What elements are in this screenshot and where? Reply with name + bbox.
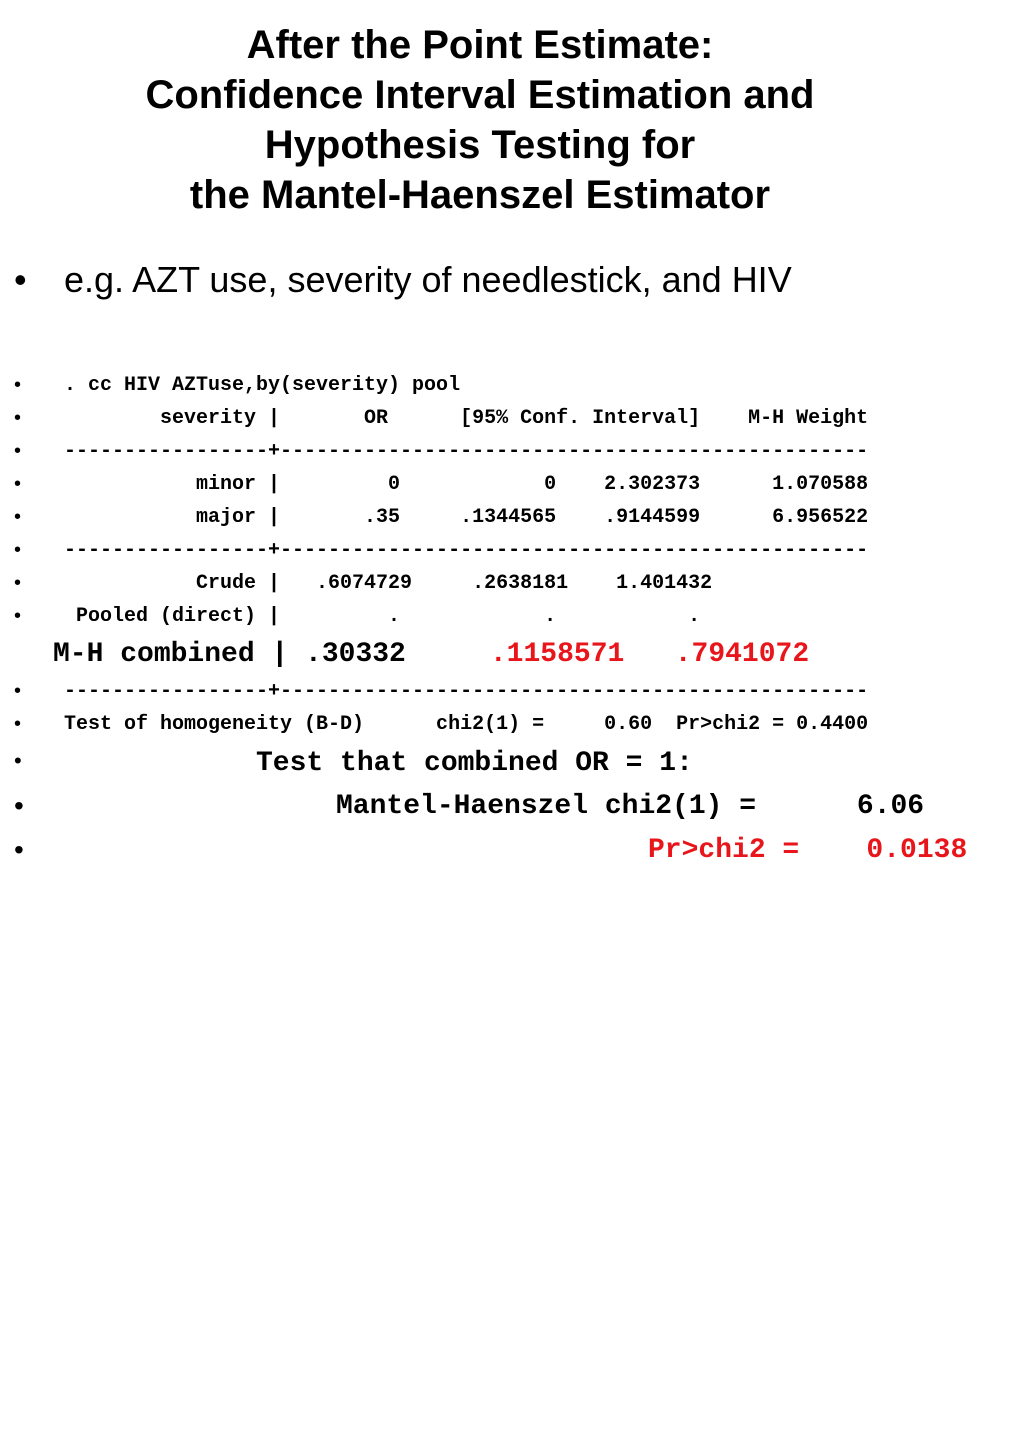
- stata-command: . cc HIV AZTuse,by(severity) pool: [64, 374, 461, 397]
- table-header: severity | OR [95% Conf. Interval] M-H Weight: [64, 407, 869, 430]
- title-line-1: After the Point Estimate:: [246, 23, 714, 67]
- p-value: Pr>chi2 = 0.0138: [648, 835, 968, 866]
- mh-ci-upper: .7941072: [674, 639, 810, 670]
- bullet-dot: •: [14, 834, 24, 865]
- bullet-dot: •: [14, 506, 22, 528]
- bullet-dot: •: [14, 605, 22, 627]
- bullet-dot: •: [14, 259, 27, 300]
- table-row-minor: minor | 0 0 2.302373 1.070588: [64, 473, 869, 496]
- bullet-dot: •: [14, 713, 22, 735]
- title-line-3: Hypothesis Testing for: [264, 123, 696, 167]
- mh-combined-estimate: M-H combined | .30332: [53, 639, 406, 670]
- table-divider: -----------------+-------------------------------------------------: [64, 440, 869, 463]
- combined-or-test-heading: Test that combined OR = 1:: [256, 748, 693, 779]
- title-line-4: the Mantel-Haenszel Estimator: [189, 173, 771, 217]
- bullet-dot: •: [14, 440, 22, 462]
- bullet-dot: •: [14, 374, 22, 396]
- mh-combined-row: [53, 638, 809, 672]
- bullet-dot: •: [14, 790, 24, 821]
- table-row-pooled: Pooled (direct) | . . .: [64, 605, 701, 628]
- bullet-dot: •: [14, 680, 22, 702]
- bullet-dot: •: [14, 748, 22, 773]
- table-divider: -----------------+-------------------------------------------------: [64, 680, 869, 703]
- bullet-dot: •: [14, 473, 22, 495]
- title-line-2: Confidence Interval Estimation and: [145, 73, 815, 117]
- table-row-crude: Crude | .6074729 .2638181 1.401432: [64, 572, 713, 595]
- bullet-dot: •: [14, 572, 22, 594]
- mh-ci-lower: .1158571: [489, 639, 625, 670]
- mantel-haenszel-chi2: Mantel-Haenszel chi2(1) = 6.06: [336, 791, 925, 822]
- table-row-major: major | .35 .1344565 .9144599 6.956522: [64, 506, 869, 529]
- table-divider: -----------------+-------------------------------------------------: [64, 539, 869, 562]
- example-bullet: [14, 258, 792, 302]
- example-text: e.g. AZT use, severity of needlestick, and HIV: [64, 259, 792, 300]
- homogeneity-test: Test of homogeneity (B-D) chi2(1) = 0.60 Pr>chi2 = 0.4400: [64, 713, 869, 736]
- slide-title: [0, 20, 960, 220]
- bullet-dot: •: [14, 539, 22, 561]
- bullet-dot: •: [14, 407, 22, 429]
